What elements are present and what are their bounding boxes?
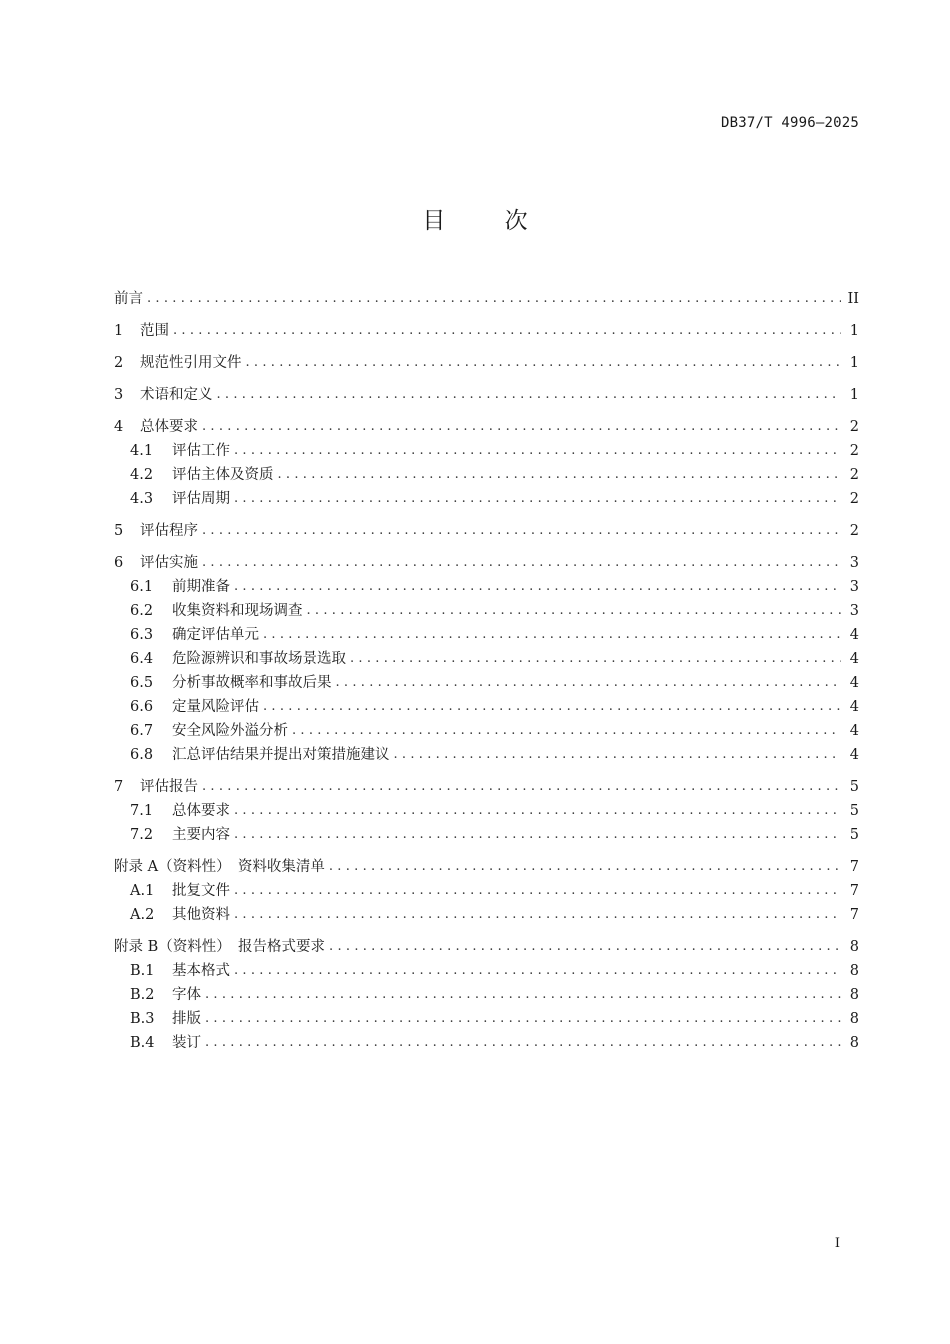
- toc-leader-dots: [234, 960, 841, 982]
- toc-entry-page: 2: [849, 443, 859, 459]
- toc-leader-dots: [234, 824, 841, 846]
- toc-leader-dots: [263, 624, 841, 646]
- toc-entry-page: 8: [849, 939, 859, 955]
- toc-entry-page: 8: [849, 1011, 859, 1027]
- toc-entry-label: 总体要求: [140, 419, 198, 435]
- toc-entry-number: 6.6: [130, 699, 154, 715]
- toc-entry-label: 批复文件: [172, 883, 230, 899]
- toc-leader-dots: [234, 880, 841, 902]
- toc-entry-number: 1: [114, 323, 124, 339]
- toc-entry-number: 6.1: [130, 579, 154, 595]
- toc-leader-dots: [246, 352, 842, 374]
- toc-title: [0, 202, 950, 235]
- toc-entry[interactable]: [130, 984, 859, 1006]
- toc-entry-number: 6: [114, 555, 124, 571]
- toc-entry[interactable]: [114, 320, 859, 342]
- toc-entry-number: 7.2: [130, 827, 154, 843]
- toc-entry-number: 6.7: [130, 723, 154, 739]
- toc-leader-dots: [350, 648, 841, 670]
- toc-entry[interactable]: [114, 416, 859, 438]
- toc-entry-number: 7: [114, 779, 124, 795]
- toc-entry-label: 附录 B（资料性） 报告格式要求: [114, 939, 326, 955]
- toc-entry-number: A.1: [130, 883, 155, 899]
- toc-entry-page: 2: [849, 523, 859, 539]
- toc-entry[interactable]: [114, 936, 859, 958]
- toc-entry-page: 5: [849, 803, 859, 819]
- toc-leader-dots: [205, 984, 841, 1006]
- toc-leader-dots: [307, 600, 842, 622]
- toc-entry-number: 6.2: [130, 603, 154, 619]
- toc-entry-number: 4.1: [130, 443, 154, 459]
- toc-leader-dots: [292, 720, 841, 742]
- toc-entry-number: B.3: [130, 1011, 155, 1027]
- toc-leader-dots: [234, 904, 841, 926]
- toc-entry-page: 2: [849, 491, 859, 507]
- toc-entry-label: 危险源辨识和事故场景选取: [172, 651, 346, 667]
- toc-entry-page: 7: [849, 907, 859, 923]
- toc-entry-label: 安全风险外溢分析: [172, 723, 288, 739]
- toc-entry[interactable]: [130, 648, 859, 670]
- toc-entry-page: 8: [849, 963, 859, 979]
- toc-entry-page: 3: [849, 603, 859, 619]
- toc-entry-page: 4: [849, 651, 859, 667]
- toc-entry[interactable]: [130, 800, 859, 822]
- toc-leader-dots: [202, 416, 841, 438]
- toc-entry-label: 装订: [172, 1035, 201, 1051]
- toc-entry-label: 附录 A（资料性） 资料收集清单: [114, 859, 325, 875]
- toc-entry-number: 6.3: [130, 627, 154, 643]
- toc-entry[interactable]: [130, 464, 859, 486]
- toc-leader-dots: [217, 384, 842, 406]
- toc-entry-label: 规范性引用文件: [140, 355, 242, 371]
- toc-entry[interactable]: [114, 352, 859, 374]
- toc-entry-label: 范围: [140, 323, 169, 339]
- toc-leader-dots: [278, 464, 842, 486]
- toc-entry[interactable]: [130, 672, 859, 694]
- toc-entry[interactable]: [130, 960, 859, 982]
- toc-entry-page: 3: [849, 579, 859, 595]
- toc-entry[interactable]: [130, 904, 859, 926]
- toc-leader-dots: [205, 1032, 841, 1054]
- toc-leader-dots: [329, 936, 841, 958]
- toc-entry-page: 2: [849, 419, 859, 435]
- toc-leader-dots: [234, 800, 841, 822]
- toc-leader-dots: [202, 776, 841, 798]
- toc-leader-dots: [329, 856, 841, 878]
- toc-entry[interactable]: [130, 600, 859, 622]
- toc-leader-dots: [234, 576, 841, 598]
- toc-entry[interactable]: [114, 776, 859, 798]
- toc-entry-number: 4.3: [130, 491, 154, 507]
- toc-entry-number: 2: [114, 355, 124, 371]
- toc-entry-number: B.1: [130, 963, 155, 979]
- toc-entry[interactable]: [130, 824, 859, 846]
- toc-entry-label: 总体要求: [172, 803, 230, 819]
- toc-leader-dots: [202, 552, 841, 574]
- toc-leader-dots: [263, 696, 841, 718]
- toc-entry-label: 定量风险评估: [172, 699, 259, 715]
- toc-title-char-1: 目: [422, 208, 446, 234]
- toc-entry[interactable]: [114, 856, 859, 878]
- toc-entry-label: 评估实施: [140, 555, 198, 571]
- toc-entry[interactable]: [114, 288, 859, 310]
- toc-entry[interactable]: [130, 1032, 859, 1054]
- toc-entry-page: II: [847, 291, 859, 307]
- toc-entry-number: 5: [114, 523, 124, 539]
- toc-entry-page: 1: [849, 323, 859, 339]
- page-number: I: [834, 1236, 840, 1251]
- toc-entry-number: 4.2: [130, 467, 154, 483]
- toc-entry-page: 8: [849, 1035, 859, 1051]
- toc-entry-page: 4: [849, 675, 859, 691]
- toc-title-char-2: 次: [504, 208, 528, 234]
- toc-entry[interactable]: [130, 1008, 859, 1030]
- toc-entry-label: 评估周期: [172, 491, 230, 507]
- toc-entry-page: 4: [849, 699, 859, 715]
- toc-entry-label: 评估主体及资质: [172, 467, 274, 483]
- toc-entry-page: 5: [849, 779, 859, 795]
- toc-leader-dots: [147, 288, 841, 310]
- toc-entry-label: 评估工作: [172, 443, 230, 459]
- toc-entry-page: 5: [849, 827, 859, 843]
- toc-entry[interactable]: [114, 520, 859, 542]
- toc-entry-label: 前期准备: [172, 579, 230, 595]
- toc-entry-label: 收集资料和现场调查: [172, 603, 303, 619]
- toc-leader-dots: [336, 672, 842, 694]
- toc-entry[interactable]: [130, 744, 859, 766]
- toc-entry-page: 7: [849, 883, 859, 899]
- toc-entry-page: 1: [849, 355, 859, 371]
- toc-entry[interactable]: [114, 384, 859, 406]
- toc-entry-number: 6.8: [130, 747, 154, 763]
- toc-entry-page: 7: [849, 859, 859, 875]
- toc-entry-label: 确定评估单元: [172, 627, 259, 643]
- toc-entry-page: 4: [849, 723, 859, 739]
- toc-entry[interactable]: [130, 576, 859, 598]
- toc-entry-label: 主要内容: [172, 827, 230, 843]
- toc-leader-dots: [234, 440, 841, 462]
- toc-entry[interactable]: [130, 488, 859, 510]
- toc-entry-label: 其他资料: [172, 907, 230, 923]
- toc-entry[interactable]: [130, 440, 859, 462]
- toc-leader-dots: [205, 1008, 841, 1030]
- toc-entry-label: 前言: [114, 291, 143, 307]
- toc-entry-page: 8: [849, 987, 859, 1003]
- toc-entry-number: 6.5: [130, 675, 154, 691]
- toc-entry-number: 4: [114, 419, 124, 435]
- toc-entry[interactable]: [130, 720, 859, 742]
- toc-entry-page: 4: [849, 747, 859, 763]
- toc-entry-number: 3: [114, 387, 124, 403]
- document-code: DB37/T 4996—2025: [720, 115, 859, 131]
- toc-entry[interactable]: [130, 880, 859, 902]
- toc-leader-dots: [202, 520, 841, 542]
- toc-entry[interactable]: [130, 624, 859, 646]
- toc-entry-number: 7.1: [130, 803, 154, 819]
- toc-entry-page: 2: [849, 467, 859, 483]
- toc-entry-label: 基本格式: [172, 963, 230, 979]
- toc-entry-label: 排版: [172, 1011, 201, 1027]
- toc-leader-dots: [173, 320, 841, 342]
- toc-entry-label: 汇总评估结果并提出对策措施建议: [172, 747, 390, 763]
- toc-entry-label: 分析事故概率和事故后果: [172, 675, 332, 691]
- toc-entry-page: 3: [849, 555, 859, 571]
- toc-leader-dots: [394, 744, 842, 766]
- toc-entry-label: 术语和定义: [140, 387, 213, 403]
- toc-entry-number: 6.4: [130, 651, 154, 667]
- toc-entry-number: B.2: [130, 987, 155, 1003]
- toc-entry-page: 1: [849, 387, 859, 403]
- toc-entry-number: A.2: [130, 907, 155, 923]
- toc-entry-label: 评估报告: [140, 779, 198, 795]
- toc-entry[interactable]: [114, 552, 859, 574]
- toc-leader-dots: [234, 488, 841, 510]
- toc-entry-label: 字体: [172, 987, 201, 1003]
- toc-entry-number: B.4: [130, 1035, 155, 1051]
- toc-entry[interactable]: [130, 696, 859, 718]
- toc-entry-page: 4: [849, 627, 859, 643]
- toc-entry-label: 评估程序: [140, 523, 198, 539]
